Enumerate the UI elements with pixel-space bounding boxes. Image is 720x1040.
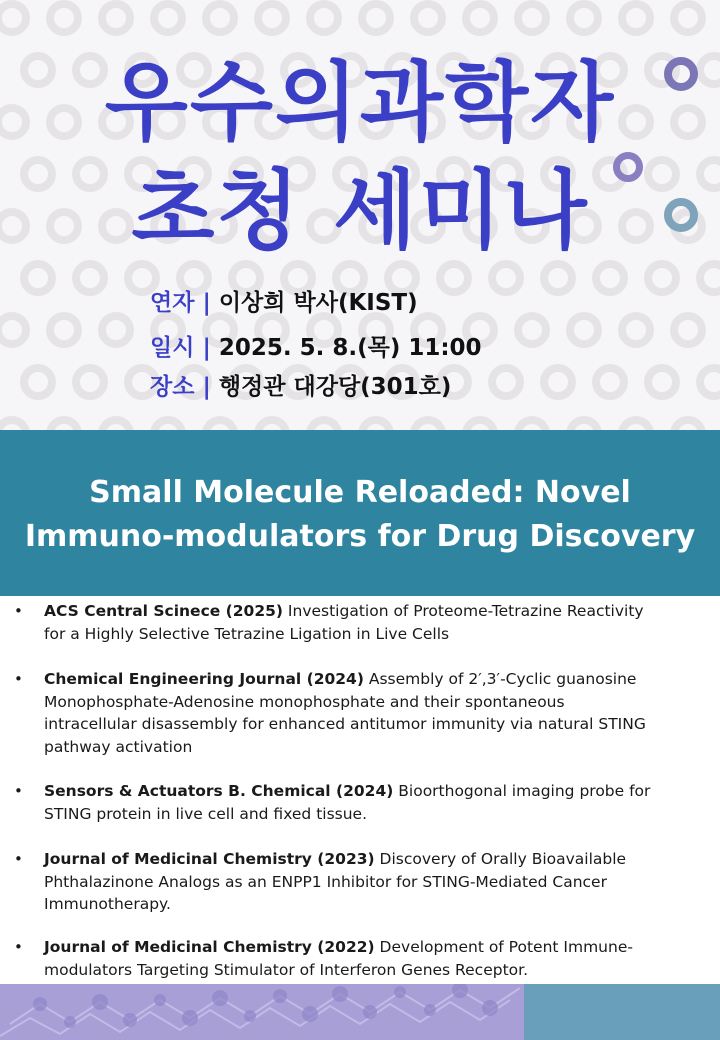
pattern-ring-icon — [206, 420, 234, 430]
publication-journal: Sensors & Actuators B. Chemical (2024) — [44, 782, 394, 800]
publication-title-line: Phthalazinone Analogs as an ENPP1 Inhibitor for STING-Mediated Cancer — [44, 872, 607, 891]
pattern-ring-icon — [50, 316, 78, 344]
pattern-ring-icon — [414, 420, 442, 430]
footer-color-block — [524, 984, 720, 1040]
pattern-ring-icon — [154, 4, 182, 32]
pattern-ring-icon — [388, 264, 416, 292]
pattern-ring-icon — [622, 420, 650, 430]
pattern-ring-icon — [76, 264, 104, 292]
pattern-ring-icon — [518, 420, 546, 430]
publication-title-line: Assembly of 2′,3′-Cyclic guanosine — [368, 670, 637, 688]
pattern-ring-icon — [258, 420, 286, 430]
publication-title-line: intracellular disassembly for enhanced antitumor immunity via natural STING — [44, 715, 646, 733]
talk-title-band — [0, 430, 720, 596]
info-separator: | — [202, 290, 211, 316]
publication-title-line: Immunotherapy. — [44, 895, 171, 913]
pattern-ring-icon — [102, 420, 130, 430]
pattern-ring-icon — [570, 316, 598, 344]
pattern-ring-icon — [544, 368, 572, 396]
bullet-icon: • — [14, 670, 23, 688]
pattern-ring-icon — [648, 368, 676, 396]
molecule-image-strip — [0, 984, 524, 1040]
pattern-ring-icon — [336, 264, 364, 292]
pattern-ring-icon — [674, 4, 702, 32]
pattern-ring-icon — [0, 316, 26, 344]
publication-journal: ACS Central Scinece (2025) — [44, 602, 283, 620]
pattern-ring-icon — [284, 264, 312, 292]
poster-title-line-1: 우수의과학자 — [104, 53, 616, 153]
publication-journal: Chemical Engineering Journal (2024) — [44, 670, 364, 688]
pattern-ring-icon — [128, 264, 156, 292]
talk-title-line-1: Small Molecule Reloaded: Novel — [89, 475, 631, 510]
pattern-ring-icon — [258, 4, 286, 32]
publication-title-line: Bioorthogonal imaging probe for — [398, 782, 651, 800]
publication-journal: Journal of Medicinal Chemistry (2023) — [44, 850, 375, 868]
pattern-ring-icon — [700, 264, 720, 292]
datetime-info — [150, 337, 482, 360]
pattern-ring-icon — [492, 368, 520, 396]
pattern-ring-icon — [596, 368, 624, 396]
pattern-ring-icon — [362, 420, 390, 430]
publication-item — [14, 780, 708, 825]
pattern-ring-icon — [50, 420, 78, 430]
decorative-ring-icon — [613, 152, 643, 182]
pattern-ring-icon — [518, 316, 546, 344]
pattern-ring-icon — [674, 420, 702, 430]
molecule-pattern-icon — [0, 984, 524, 1040]
pattern-ring-icon — [102, 4, 130, 32]
publication-title-line: for a Highly Selective Tetrazine Ligation in Live Cells — [44, 624, 450, 643]
pattern-ring-icon — [362, 4, 390, 32]
pattern-ring-icon — [206, 4, 234, 32]
pattern-ring-icon — [440, 264, 468, 292]
publication-title-line: Discovery of Orally Bioavailable — [379, 850, 627, 868]
info-value: 행정관 대강당(301호) — [218, 374, 452, 400]
info-value: 2025. 5. 8.(목) 11:00 — [218, 335, 482, 361]
decorative-ring-icon — [664, 57, 698, 91]
publication-journal: Journal of Medicinal Chemistry (2022) — [44, 938, 375, 956]
info-label: 일시 — [150, 335, 195, 361]
pattern-ring-icon — [466, 420, 494, 430]
publication-item — [14, 668, 708, 758]
pattern-ring-icon — [596, 264, 624, 292]
pattern-ring-icon — [24, 264, 52, 292]
pattern-ring-icon — [310, 420, 338, 430]
info-label: 장소 — [150, 374, 195, 400]
pattern-ring-icon — [518, 4, 546, 32]
pattern-ring-icon — [674, 316, 702, 344]
talk-title-line-2: Immuno-modulators for Drug Discovery — [24, 519, 696, 554]
info-separator: | — [202, 374, 211, 400]
pattern-ring-icon — [700, 368, 720, 396]
pattern-ring-icon — [570, 4, 598, 32]
bullet-icon: • — [14, 602, 23, 620]
info-label: 연자 — [150, 290, 195, 316]
pattern-ring-icon — [180, 264, 208, 292]
poster-header — [0, 0, 720, 430]
pattern-ring-icon — [648, 264, 676, 292]
pattern-ring-icon — [154, 420, 182, 430]
info-separator: | — [202, 335, 211, 361]
bullet-icon: • — [14, 938, 23, 956]
publication-title-line: Monophosphate-Adenosine monophosphate and their spontaneous — [44, 692, 565, 711]
pattern-ring-icon — [466, 4, 494, 32]
decorative-ring-icon — [664, 198, 698, 232]
pattern-ring-icon — [414, 4, 442, 32]
bullet-icon: • — [14, 782, 23, 800]
poster-title-line-2: 초청 세미나 — [131, 161, 589, 261]
pattern-ring-icon — [544, 264, 572, 292]
pattern-ring-icon — [492, 264, 520, 292]
pattern-ring-icon — [76, 368, 104, 396]
pattern-ring-icon — [102, 316, 130, 344]
pattern-ring-icon — [622, 316, 650, 344]
publication-title-line: modulators Targeting Stimulator of Interferon Genes Receptor. — [44, 960, 529, 979]
publication-title-line: pathway activation — [44, 737, 193, 756]
publication-item — [14, 936, 708, 981]
publication-title-line: Investigation of Proteome-Tetrazine Reactivity — [287, 602, 644, 620]
pattern-ring-icon — [570, 420, 598, 430]
bullet-icon: • — [14, 850, 23, 868]
publication-title-line: STING protein in live cell and fixed tissue. — [44, 804, 368, 823]
publication-item — [14, 600, 708, 645]
pattern-ring-icon — [232, 264, 260, 292]
pattern-ring-icon — [24, 368, 52, 396]
publication-title-line: Development of Potent Immune- — [379, 938, 633, 956]
venue-info — [150, 376, 451, 399]
poster-footer — [0, 984, 720, 1040]
pattern-ring-icon — [0, 4, 26, 32]
pattern-ring-icon — [0, 420, 26, 430]
info-value: 이상희 박사(KIST) — [218, 290, 418, 316]
pattern-ring-icon — [622, 4, 650, 32]
speaker-info — [150, 292, 418, 315]
pattern-ring-icon — [50, 4, 78, 32]
pattern-ring-icon — [310, 4, 338, 32]
publication-item — [14, 848, 708, 916]
